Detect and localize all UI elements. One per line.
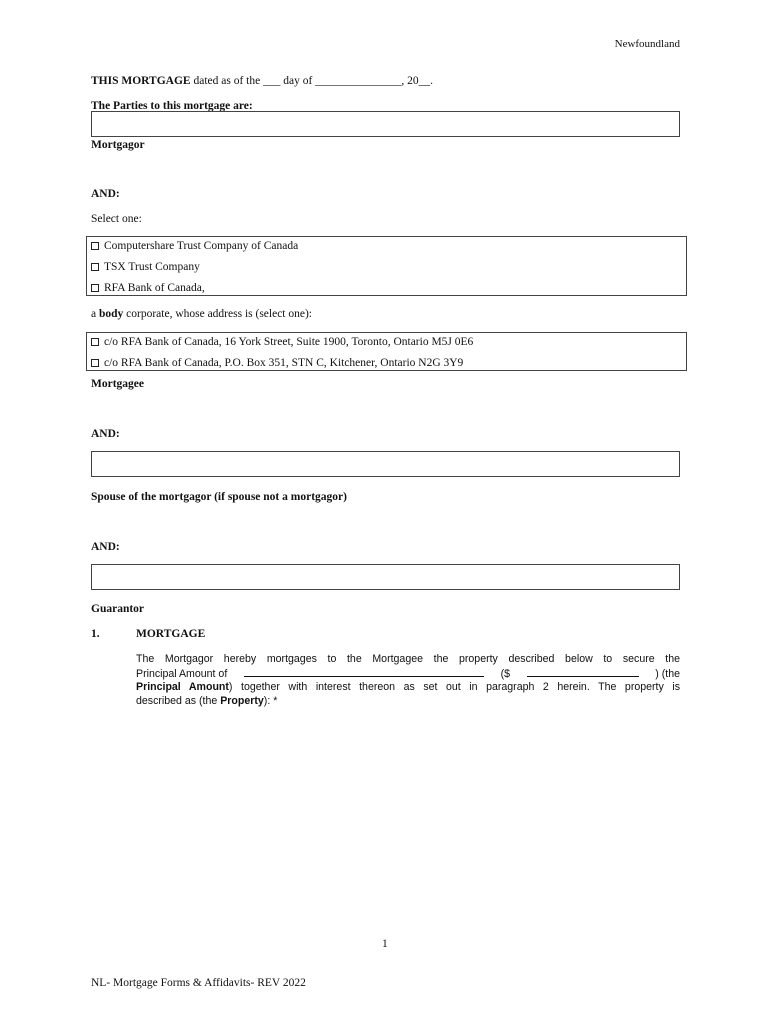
checkbox-icon[interactable] — [91, 338, 99, 346]
footer-text: NL- Mortgage Forms & Affidavits- REV 2022 — [91, 977, 306, 989]
para-line-4 — [136, 695, 680, 709]
lender-options-box — [86, 236, 687, 296]
address-option[interactable] — [91, 356, 463, 370]
dollar-open: ($ — [500, 667, 510, 680]
mortgagor-name-field[interactable] — [91, 111, 680, 137]
lender-option-label: Computershare Trust Company of Canada — [104, 240, 299, 252]
body-corporate-line — [91, 307, 312, 321]
section-number: 1. — [91, 628, 100, 640]
checkbox-icon[interactable] — [91, 263, 99, 271]
and-label-3: AND: — [91, 541, 120, 553]
address-option-label: c/o RFA Bank of Canada, 16 York Street, Suite 1900, Toronto, Ontario M5J 0E6 — [104, 336, 474, 348]
parties-heading: The Parties to this mortgage are: — [91, 100, 253, 112]
para-line-3-rest: ) together with interest thereon as set out in paragraph 2 herein. The property is — [228, 681, 680, 693]
intro-rest: dated as of the ___ day of _______________, 20__. — [190, 75, 434, 87]
section-title: MORTGAGE — [136, 628, 206, 640]
select-one-label: Select one: — [91, 213, 142, 225]
lender-option[interactable] — [91, 260, 200, 274]
property-post: ): * — [263, 694, 278, 707]
intro-line — [91, 74, 433, 88]
lender-option-label: TSX Trust Company — [104, 261, 200, 273]
body-corporate-pre: a — [91, 308, 99, 320]
section-paragraph — [136, 653, 680, 708]
and-label-2: AND: — [91, 428, 120, 440]
para-line-3 — [136, 681, 680, 695]
address-option-label: c/o RFA Bank of Canada, P.O. Box 351, STN C, Kitchener, Ontario N2G 3Y9 — [104, 357, 464, 369]
intro-lead: THIS MORTGAGE — [91, 75, 191, 87]
principal-amount-words-blank[interactable] — [244, 667, 484, 677]
address-options-box — [86, 332, 687, 371]
guarantor-name-field[interactable] — [91, 564, 680, 590]
body-corporate-bold: body — [98, 308, 124, 320]
guarantor-label: Guarantor — [91, 603, 145, 615]
lender-option[interactable] — [91, 239, 298, 253]
para-line-2 — [136, 667, 680, 682]
mortgagor-label: Mortgagor — [91, 139, 145, 151]
spouse-name-field[interactable] — [91, 451, 680, 477]
principal-amount-figures-blank[interactable] — [527, 667, 639, 677]
property-pre: described as (the — [136, 694, 221, 707]
the-close: ) (the — [655, 667, 680, 680]
checkbox-icon[interactable] — [91, 284, 99, 292]
principal-amount-term: Principal Amount — [136, 681, 229, 693]
mortgagee-label: Mortgagee — [91, 378, 144, 390]
spouse-label: Spouse of the mortgagor (if spouse not a mortgagor) — [91, 491, 347, 503]
para-line-1: The Mortgagor hereby mortgages to the Mortgagee the property described below to secure the — [136, 653, 680, 665]
address-option[interactable] — [91, 335, 473, 349]
province-header: Newfoundland — [614, 38, 680, 50]
property-term: Property — [220, 694, 264, 707]
principal-amount-label: Principal Amount of — [136, 667, 228, 680]
page-number: 1 — [382, 938, 388, 950]
lender-option[interactable] — [91, 281, 205, 295]
checkbox-icon[interactable] — [91, 242, 99, 250]
lender-option-label: RFA Bank of Canada, — [104, 282, 205, 294]
checkbox-icon[interactable] — [91, 359, 99, 367]
and-label-1: AND: — [91, 188, 120, 200]
body-corporate-post: corporate, whose address is (select one): — [123, 308, 313, 320]
